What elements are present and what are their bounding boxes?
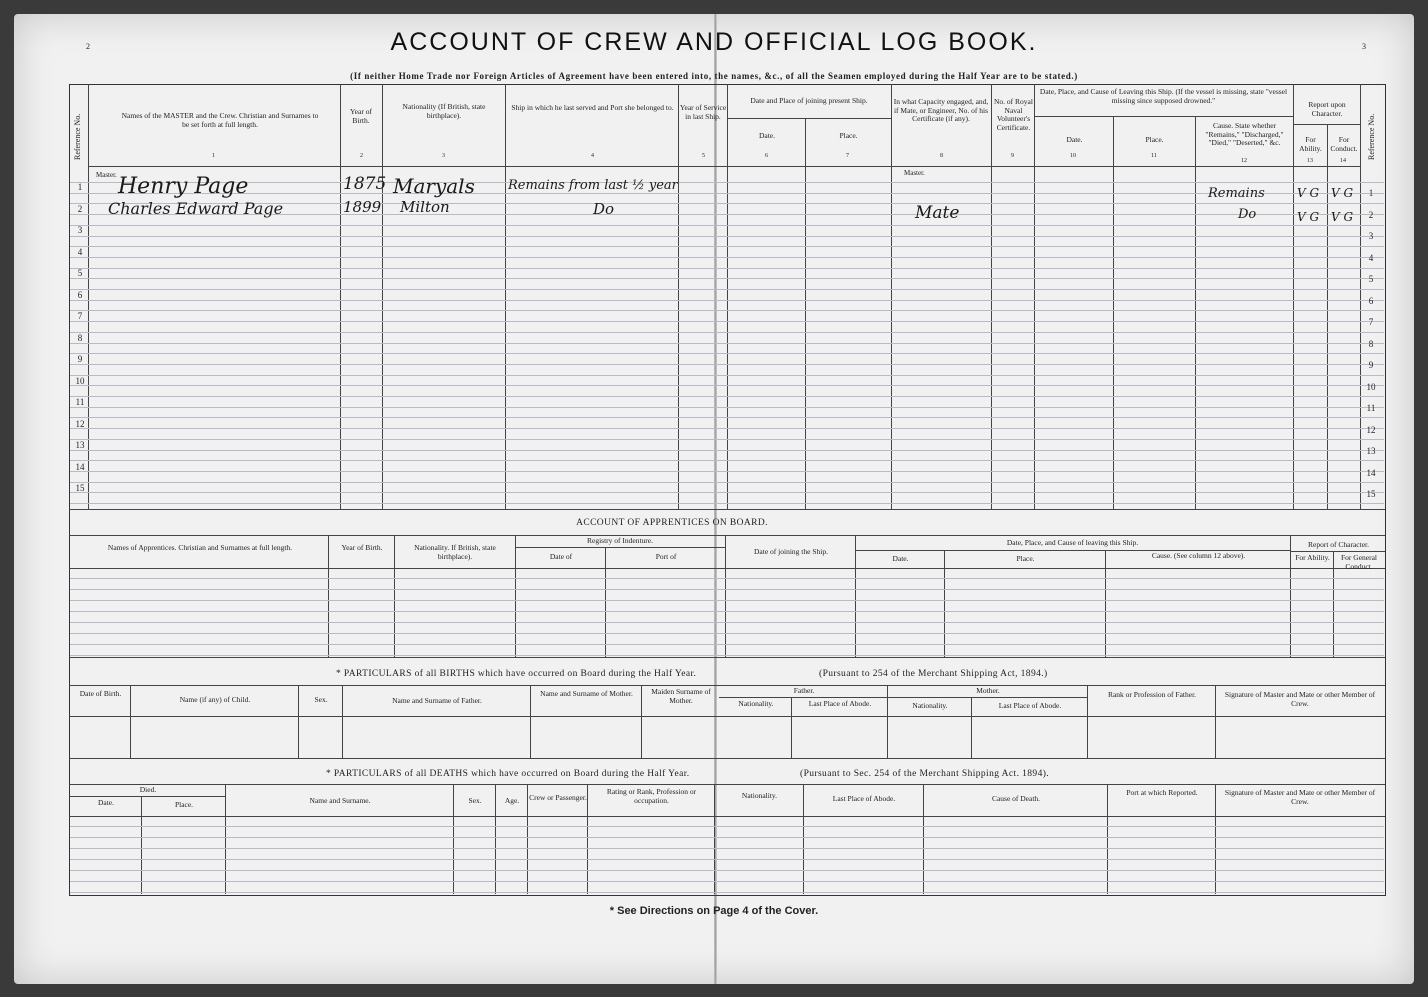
- master-label: Master.: [96, 171, 117, 179]
- ruled-line: [70, 417, 1384, 418]
- deaths-pursuant: (Pursuant to Sec. 254 of the Merchant Shipping Act. 1894).: [800, 769, 1050, 779]
- crew-header-ship: Ship in which he last served and Port she belonged to.: [511, 103, 674, 112]
- crew-header-join-place: Place.: [839, 131, 858, 140]
- row-number-left: 11: [75, 397, 85, 407]
- birth-header-rank: Rank or Profession of Father.: [1107, 690, 1197, 699]
- birth-header-date: Date of Birth.: [79, 689, 122, 698]
- crew-col-number: 13: [1307, 158, 1313, 164]
- entry-2-ability: V G: [1297, 210, 1320, 224]
- row-number-right: 13: [1366, 446, 1376, 456]
- crew-col-number: 7: [846, 153, 849, 159]
- ruled-line: [70, 343, 1384, 344]
- apprentice-header-leaving: Date, Place, and Cause of leaving this Ship.: [1006, 538, 1139, 547]
- ruled-line: [70, 353, 1384, 354]
- entry-2-ship: Do: [593, 200, 615, 218]
- row-number-right: 14: [1366, 467, 1376, 478]
- ruled-line: [70, 460, 1384, 461]
- ruled-line: [70, 589, 1384, 590]
- crew-header-leaving: Date, Place, and Cause of Leaving this Ship. (If the vessel is missing, state "vessel missing since supposed drowned.": [1039, 87, 1288, 105]
- death-header-died: Died.: [139, 785, 157, 794]
- crew-header-cause: Cause. State whether "Remains," "Discharged," "Died," "Deserted," &c.: [1205, 121, 1284, 148]
- ruled-line: [70, 396, 1384, 397]
- row-number-right: 4: [1368, 252, 1374, 263]
- crew-header-nationality: Nationality (If British, state birthplace).: [402, 102, 486, 120]
- apprentice-header-port-of: Port of: [655, 552, 677, 561]
- row-number-right: 8: [1368, 338, 1374, 349]
- ruled-line: [70, 321, 1384, 322]
- crew-col-number: 4: [591, 153, 594, 159]
- death-header-signature: Signature of Master and Mate or other Member of Crew.: [1224, 788, 1376, 806]
- ruled-line: [70, 300, 1384, 301]
- row-number-right: 5: [1368, 274, 1374, 284]
- ruled-line: [70, 375, 1384, 376]
- ruled-line: [70, 407, 1384, 408]
- row-number-right: 2: [1368, 209, 1374, 220]
- row-number-left: 6: [77, 289, 83, 300]
- row-number-right: 3: [1368, 231, 1374, 241]
- birth-header-maiden: Maiden Surname of Mother.: [651, 687, 711, 705]
- crew-col-number: 12: [1241, 158, 1247, 164]
- births-pursuant: (Pursuant to 254 of the Merchant Shipping Act, 1894.): [819, 669, 1048, 679]
- ruled-line: [70, 482, 1384, 483]
- row-number-left: 8: [77, 332, 83, 343]
- death-header-rating: Rating or Rank, Profession or occupation.: [606, 787, 697, 805]
- apprentice-header-cause: Cause. (See column 12 above).: [1151, 551, 1246, 560]
- ruled-line: [70, 268, 1384, 269]
- birth-header-mother-nationality: Nationality.: [912, 701, 948, 710]
- ruled-line: [70, 492, 1384, 493]
- row-number-left: 2: [77, 203, 83, 214]
- row-number-left: 4: [77, 246, 83, 257]
- apprentices-title: ACCOUNT OF APPRENTICES ON BOARD.: [576, 518, 768, 528]
- ruled-line: [70, 471, 1384, 472]
- row-number-left: 7: [77, 311, 83, 321]
- birth-header-child: Name (if any) of Child.: [179, 695, 251, 704]
- apprentice-header-registry: Registry of Indenture.: [586, 536, 654, 545]
- crew-col-number: 5: [702, 153, 705, 159]
- row-number-left: 15: [75, 483, 85, 493]
- row-number-right: 7: [1368, 317, 1374, 327]
- apprentice-header-place: Place.: [1016, 554, 1035, 563]
- apprentice-header-year: Year of Birth.: [341, 543, 383, 552]
- ruled-line: [70, 870, 1384, 871]
- death-header-place: Place.: [174, 800, 194, 809]
- row-number-left: 12: [75, 418, 85, 429]
- deaths-title: * PARTICULARS of all DEATHS which have occurred on Board during the Half Year.: [326, 769, 690, 779]
- apprentice-header-date-of: Date of: [549, 552, 573, 561]
- death-header-sex: Sex.: [468, 796, 482, 805]
- crew-col-number: 9: [1011, 153, 1014, 159]
- crew-header-ability: For Ability.: [1299, 135, 1322, 153]
- row-number-left: 5: [77, 268, 83, 278]
- page-subtitle: (If neither Home Trade nor Foreign Articles of Agreement have been entered into, the names, &c., of all the Seamen employed during the Half Year are to be stated.): [350, 71, 1078, 81]
- row-number-right: 6: [1368, 295, 1374, 306]
- ruled-line: [70, 310, 1384, 311]
- row-number-left: 9: [77, 354, 83, 364]
- death-header-date: Date.: [97, 798, 115, 807]
- birth-header-mother-name: Name and Surname of Mother.: [540, 689, 633, 698]
- page-title: ACCOUNT OF CREW AND OFFICIAL LOG BOOK.: [390, 28, 1038, 56]
- entry-2-cause: Do: [1238, 207, 1257, 222]
- death-header-abode: Last Place of Abode.: [832, 794, 896, 803]
- entry-1-cause: Remains: [1208, 186, 1265, 201]
- death-header-age: Age.: [504, 796, 520, 805]
- apprentice-header-date: Date.: [892, 554, 909, 563]
- apprentice-header-nationality: Nationality. If British, state birthplace).: [414, 543, 496, 561]
- entry-1-ship: Remains from last ½ year: [508, 178, 678, 193]
- birth-header-sex: Sex.: [314, 695, 328, 704]
- apprentice-header-names: Names of Apprentices. Christian and Surnames at full length.: [107, 543, 293, 552]
- ruled-line: [70, 611, 1384, 612]
- ruled-line: [70, 332, 1384, 333]
- birth-header-signature: Signature of Master and Mate or other Member of Crew.: [1224, 690, 1376, 708]
- crew-col-number: 2: [360, 153, 363, 159]
- birth-header-father-abode: Last Place of Abode.: [808, 699, 872, 708]
- row-number-right: 9: [1368, 360, 1374, 370]
- ruled-line: [70, 644, 1384, 645]
- row-number-right: 11: [1366, 403, 1376, 413]
- ruled-line: [70, 364, 1384, 365]
- ruled-line: [70, 450, 1384, 451]
- ruled-line: [70, 881, 1384, 882]
- apprentice-header-ability: For Ability.: [1295, 553, 1330, 562]
- death-header-crew: Crew or Passenger.: [529, 793, 587, 802]
- ruled-line: [70, 848, 1384, 849]
- ruled-line: [70, 439, 1384, 440]
- entry-2-name: Charles Edward Page: [108, 199, 284, 218]
- crew-ref-label-left: Reference No.: [73, 113, 82, 160]
- entry-2-conduct: V G: [1331, 210, 1354, 224]
- ruled-line: [70, 289, 1384, 290]
- apprentice-header-general: For General Conduct.: [1340, 553, 1378, 571]
- row-number-left: 1: [77, 182, 83, 192]
- ruled-line: [70, 622, 1384, 623]
- row-number-right: 1: [1368, 188, 1374, 198]
- crew-ref-label-right: Reference No.: [1367, 113, 1376, 160]
- page-number-right: 3: [1362, 42, 1366, 51]
- birth-header-mother-group: Mother.: [976, 686, 1000, 695]
- ruled-line: [70, 193, 1384, 194]
- row-number-right: 15: [1366, 489, 1376, 499]
- row-number-left: 13: [75, 440, 85, 450]
- row-number-right: 10: [1366, 381, 1376, 392]
- ruled-line: [70, 837, 1384, 838]
- ruled-line: [70, 859, 1384, 860]
- row-number-left: 10: [75, 375, 85, 386]
- ruled-line: [70, 385, 1384, 386]
- crew-header-capacity: In what Capacity engaged, and, if Mate, or Engineer, No. of his Certificate (if any).: [893, 97, 989, 124]
- birth-header-mother-abode: Last Place of Abode.: [998, 701, 1062, 710]
- apprentice-header-joining: Date of joining the Ship.: [754, 547, 828, 556]
- ruled-line: [70, 600, 1384, 601]
- crew-header-year: Year of Birth.: [350, 107, 372, 125]
- crew-header-leave-place: Place.: [1145, 135, 1164, 144]
- crew-col-number: 8: [940, 153, 943, 159]
- entry-1-name: Henry Page: [118, 174, 249, 199]
- crew-col-number: 6: [765, 153, 768, 159]
- crew-col-number: 10: [1070, 153, 1076, 159]
- birth-header-father-nationality: Nationality.: [738, 699, 774, 708]
- death-header-port: Port at which Reported.: [1126, 788, 1198, 797]
- crew-header-joining: Date and Place of joining present Ship.: [750, 96, 868, 105]
- death-header-nationality: Nationality.: [741, 791, 778, 800]
- birth-header-father-group: Father.: [793, 686, 815, 695]
- master-capacity-label: Master.: [904, 169, 925, 177]
- ruled-line: [70, 892, 1384, 893]
- page-number-left: 2: [86, 42, 90, 51]
- row-number-left: 14: [75, 461, 85, 472]
- ruled-line: [70, 246, 1384, 247]
- entry-1-ability: V G: [1297, 186, 1320, 200]
- ruled-line: [70, 182, 1384, 183]
- crew-header-conduct: For Conduct.: [1330, 135, 1358, 153]
- row-number-left: 3: [77, 225, 83, 235]
- crew-header-rnv-cert: No. of Royal Naval Volunteer's Certificate.: [994, 97, 1033, 132]
- ruled-line: [70, 633, 1384, 634]
- entry-1-conduct: V G: [1331, 186, 1354, 200]
- footer-note: * See Directions on Page 4 of the Cover.: [609, 905, 819, 917]
- ruled-line: [70, 655, 1384, 656]
- ruled-line: [70, 236, 1384, 237]
- row-number-right: 12: [1366, 424, 1376, 435]
- crew-header-leave-date: Date.: [1066, 135, 1083, 144]
- crew-col-number: 3: [442, 153, 445, 159]
- ruled-line: [70, 503, 1384, 504]
- entry-1-nationality: Maryals: [393, 174, 475, 198]
- entry-2-capacity: Mate: [915, 203, 960, 223]
- crew-header-join-date: Date.: [758, 131, 776, 140]
- ruled-line: [70, 578, 1384, 579]
- death-header-name: Name and Surname.: [309, 796, 371, 805]
- crew-col-number: 1: [212, 153, 215, 159]
- ruled-line: [70, 826, 1384, 827]
- crew-header-report: Report upon Character.: [1308, 100, 1346, 118]
- ruled-line: [70, 257, 1384, 258]
- crew-col-number: 14: [1340, 158, 1346, 164]
- birth-header-father-name: Name and Surname of Father.: [392, 696, 482, 705]
- entry-2-year: 1899: [343, 198, 382, 216]
- crew-col-number: 11: [1151, 153, 1157, 159]
- ruled-line: [70, 428, 1384, 429]
- apprentice-header-report: Report of Character.: [1307, 540, 1370, 549]
- crew-header-names: Names of the MASTER and the Crew. Christian and Surnames to be set forth at full length.: [121, 111, 319, 129]
- entry-1-year: 1875: [343, 174, 387, 194]
- death-header-cause: Cause of Death.: [991, 794, 1041, 803]
- ruled-line: [70, 278, 1384, 279]
- crew-header-service: Year of Service in last Ship.: [679, 103, 727, 121]
- entry-2-nationality: Milton: [400, 198, 450, 216]
- ruled-line: [70, 225, 1384, 226]
- births-title: * PARTICULARS of all BIRTHS which have occurred on Board during the Half Year.: [336, 669, 697, 679]
